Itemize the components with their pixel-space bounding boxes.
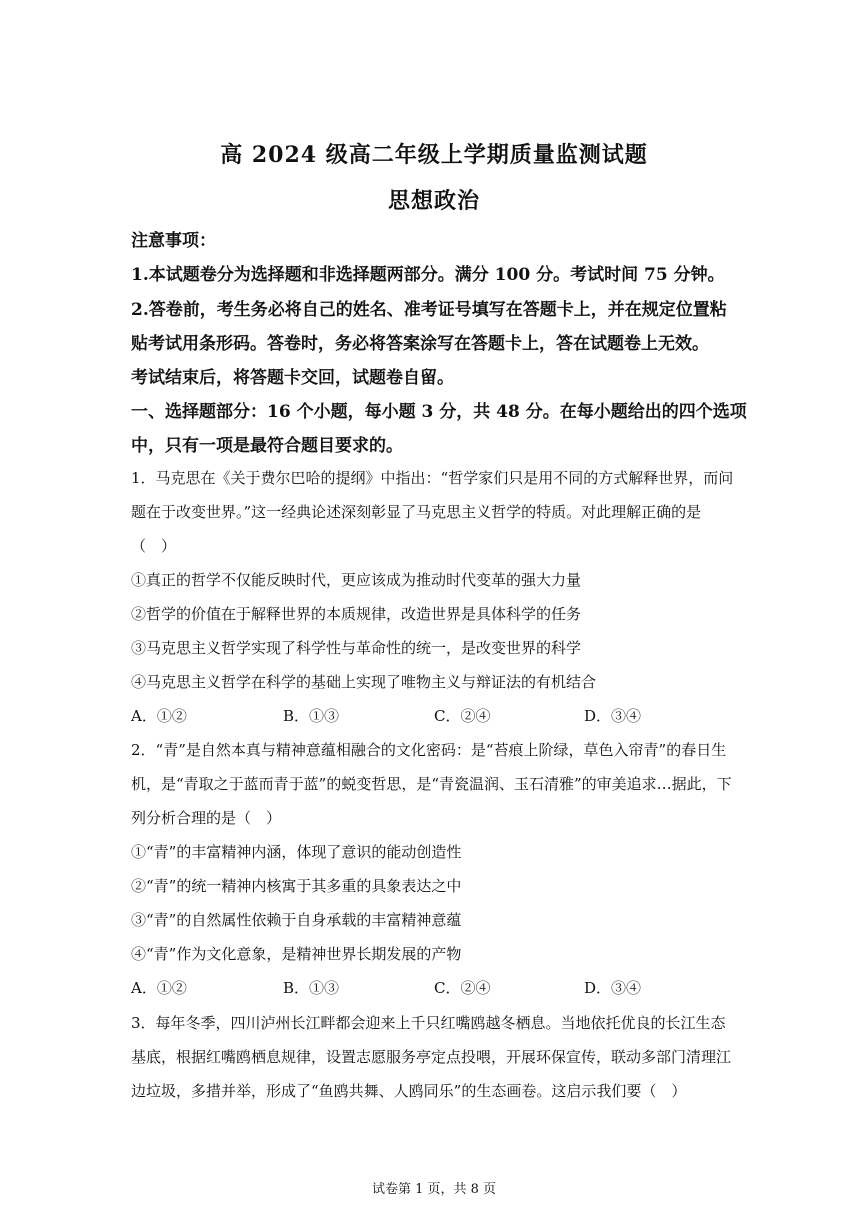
question-2-item: ③“青”的自然属性依赖于自身承载的丰富精神意蕴 [131,911,462,929]
question-2-stem: 列分析合理的是（ ） [131,809,282,827]
question-1-item: ③马克思主义哲学实现了科学性与革命性的统一，是改变世界的科学 [131,639,582,657]
option-d: D．③④ [584,707,642,725]
page-footer: 试卷第 1 页，共 8 页 [371,1182,497,1197]
question-3-stem: 3．每年冬季，四川泸州长江畔都会迎来上千只红嘴鸥越冬栖息。当地依托优良的长江生态 [131,1014,726,1032]
question-2-item: ②“青”的统一精神内核寓于其多重的具象表达之中 [131,877,462,895]
question-2-item: ④“青”作为文化意象，是精神世界长期发展的产物 [131,945,462,963]
question-3-stem: 边垃圾，多措并举，形成了“鱼鸥共舞、人鸥同乐”的生态画卷。这启示我们要（ ） [131,1082,687,1100]
option-d: D．③④ [584,979,642,997]
question-1-item: ②哲学的价值在于解释世界的本质规律，改造世界是具体科学的任务 [131,605,582,623]
section-heading: 中，只有一项是最符合题目要求的。 [131,436,403,456]
exam-title: 高 2024 级高二年级上学期质量监测试题 [220,142,648,168]
question-1-item: ④马克思主义哲学在科学的基础上实现了唯物主义与辩证法的有机结合 [131,673,597,691]
notice-line: 1.本试题卷分为选择题和非选择题两部分。满分 100 分。考试时间 75 分钟。 [131,265,725,285]
question-1-stem: （ ） [131,537,177,555]
subject-title: 思想政治 [387,188,480,214]
notice-line: 贴考试用条形码。答卷时，务必将答案涂写在答题卡上，答在试题卷上无效。 [131,334,709,354]
question-1-stem: 1．马克思在《关于费尔巴哈的提纲》中指出：“哲学家们只是用不同的方式解释世界，而问 [131,469,734,487]
question-2-stem: 机，是“青取之于蓝而青于蓝”的蜕变哲思，是“青瓷温润、玉石清雅”的审美追求…据此，下 [131,775,732,793]
option-a: A．①② [131,979,187,997]
option-c: C．②④ [434,707,491,725]
option-a: A．①② [131,707,187,725]
option-c: C．②④ [434,979,491,997]
section-heading: 一、选择题部分：16 个小题，每小题 3 分，共 48 分。在每小题给出的四个选项 [131,402,747,422]
notice-line: 2.答卷前，考生务必将自己的姓名、准考证号填写在答题卡上，并在规定位置粘 [131,300,727,320]
question-1-item: ①真正的哲学不仅能反映时代，更应该成为推动时代变革的强大力量 [131,571,582,589]
notice-heading: 注意事项： [131,231,216,251]
notice-line: 考试结束后，将答题卡交回，试题卷自留。 [131,368,454,388]
question-2-stem: 2．“青”是自然本真与精神意蕴相融合的文化密码：是“苔痕上阶绿，草色入帘青”的春日生 [131,741,727,759]
question-2-item: ①“青”的丰富精神内涵，体现了意识的能动创造性 [131,843,462,861]
question-1-stem: 题在于改变世界。”这一经典论述深刻彰显了马克思主义哲学的特质。对此理解正确的是 [131,503,702,521]
question-3-stem: 基底，根据红嘴鸥栖息规律，设置志愿服务亭定点投喂，开展环保宣传，联动多部门清理江 [131,1048,732,1066]
option-b: B．①③ [283,707,340,725]
option-b: B．①③ [283,979,340,997]
